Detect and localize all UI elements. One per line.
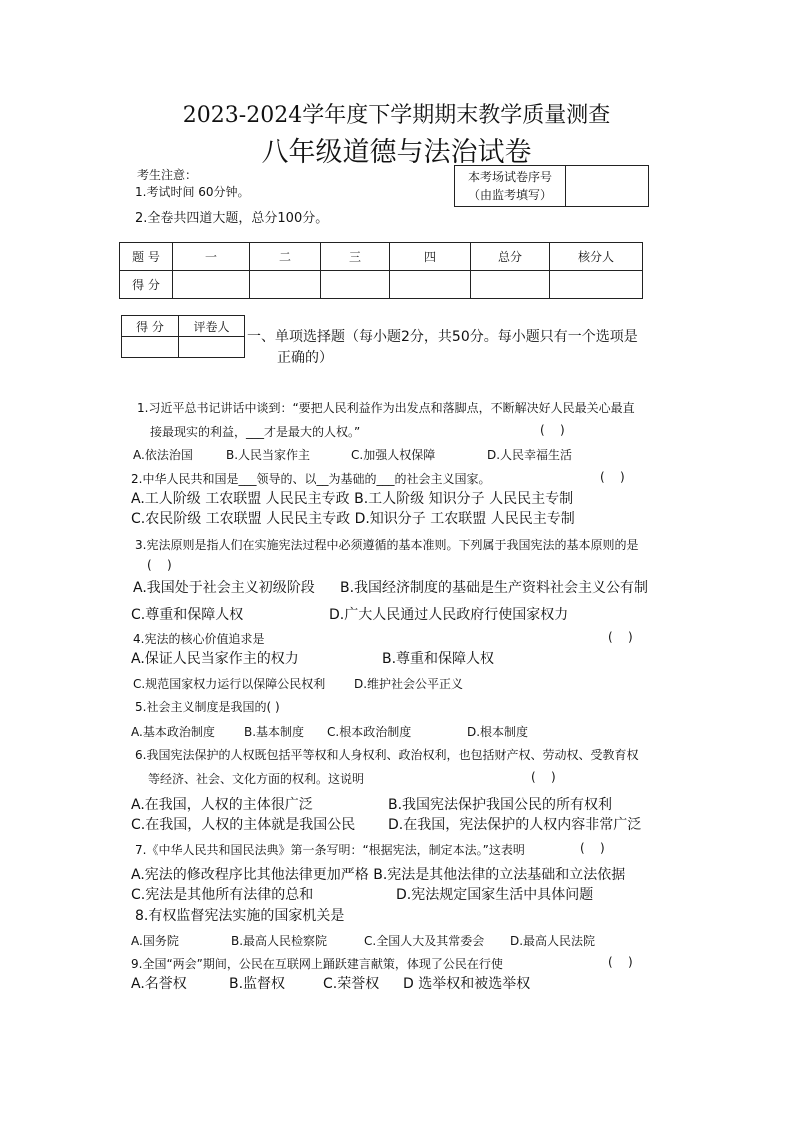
score-cell[interactable] xyxy=(250,271,321,299)
score-cell[interactable] xyxy=(390,271,471,299)
q9-option-a: A.名誉权 xyxy=(131,976,187,992)
grader-score-cell[interactable] xyxy=(122,337,179,358)
grader-box xyxy=(121,315,245,358)
q2-options-line1: A.工人阶级 工农联盟 人民民主专政 B.工人阶级 知识分子 人民民主专制 xyxy=(131,491,574,507)
q3-option-b: B.我国经济制度的基础是生产资料社会主义公有制 xyxy=(340,580,649,596)
q5-option-b: B.基本制度 xyxy=(244,725,305,739)
q6-option-b: B.我国宪法保护我国公民的所有权利 xyxy=(388,797,613,813)
score-cell[interactable] xyxy=(321,271,390,299)
q5-option-d: D.根本制度 xyxy=(467,725,529,739)
score-table-header: 题 号 xyxy=(120,243,173,271)
score-table-header: 四 xyxy=(390,243,471,271)
exam-title-line1: 2023-2024学年度下学期期末教学质量测查 xyxy=(182,103,611,128)
q7-option-c: C.宪法是其他所有法律的总和 xyxy=(131,887,314,903)
q1-answer-paren[interactable]: ( ) xyxy=(540,423,565,437)
q4-option-b: B.尊重和保障人权 xyxy=(382,651,495,667)
q9-option-b: B.监督权 xyxy=(229,976,286,992)
q3-option-d: D.广大人民通过人民政府行使国家权力 xyxy=(329,607,569,623)
q6-option-d: D.在我国，宪法保护的人权内容非常广泛 xyxy=(388,817,642,833)
q4-stem: 4.宪法的核心价值追求是 xyxy=(133,632,265,646)
q7-stem: 7.《中华人民共和国民法典》第一条写明：“根据宪法，制定本法。”这表明 xyxy=(135,843,525,857)
q1-option-b: B.人民当家作主 xyxy=(226,448,311,462)
exam-code-label-line1: 本考场试卷序号 xyxy=(467,170,552,184)
q2-options-line2: C.农民阶级 工农联盟 人民民主专政 D.知识分子 工农联盟 人民民主专制 xyxy=(131,511,575,527)
q4-option-a: A.保证人民当家作主的权力 xyxy=(131,651,299,667)
notice-line-2: 2.全卷共四道大题，总分100分。 xyxy=(135,211,329,226)
score-cell[interactable] xyxy=(173,271,250,299)
score-table-header: 总分 xyxy=(471,243,550,271)
q8-option-a: A.国务院 xyxy=(131,934,179,948)
q8-option-b: B.最高人民检察院 xyxy=(231,934,328,948)
q6-stem-line1: 6.我国宪法保护的人权既包括平等权和人身权利、政治权利，也包括财产权、劳动权、受教育权 xyxy=(135,748,639,762)
q5-option-a: A.基本政治制度 xyxy=(131,725,215,739)
q6-answer-paren[interactable]: ( ) xyxy=(531,770,556,784)
q3-option-a: A.我国处于社会主义初级阶段 xyxy=(133,580,315,596)
exam-code-label xyxy=(455,166,566,207)
score-table-header-row xyxy=(120,243,643,271)
q5-option-c: C.根本政治制度 xyxy=(327,725,412,739)
q3-answer-paren[interactable]: ( ) xyxy=(147,558,172,572)
q3-stem: 3.宪法原则是指人们在实施宪法过程中必须遵循的基本准则。下列属于我国宪法的基本原则的是 xyxy=(135,538,639,552)
score-table-header: 一 xyxy=(173,243,250,271)
q9-option-d: D 选举权和被选举权 xyxy=(403,976,531,992)
q5-stem: 5.社会主义制度是我国的( ) xyxy=(135,700,280,714)
notice-heading: 考生注意： xyxy=(137,168,198,182)
q6-option-c: C.在我国，人权的主体就是我国公民 xyxy=(131,817,356,833)
q9-answer-paren[interactable]: ( ) xyxy=(608,955,633,969)
q2-answer-paren[interactable]: ( ) xyxy=(600,470,625,484)
q1-option-a: A.依法治国 xyxy=(133,448,193,462)
q3-option-c: C.尊重和保障人权 xyxy=(131,607,244,623)
grader-score-label: 得 分 xyxy=(122,316,179,337)
q1-stem-line2: 接最现实的利益，___才是最大的人权。” xyxy=(150,425,361,439)
exam-code-field[interactable] xyxy=(566,166,649,207)
grader-name-cell[interactable] xyxy=(179,337,245,358)
score-table-header: 三 xyxy=(321,243,390,271)
exam-code-box xyxy=(454,165,649,207)
score-row-label: 得 分 xyxy=(120,271,173,299)
q7-answer-paren[interactable]: ( ) xyxy=(580,841,605,855)
q6-stem-line2: 等经济、社会、文化方面的权利。这说明 xyxy=(148,772,365,786)
q8-option-d: D.最高人民法院 xyxy=(510,934,596,948)
q1-option-d: D.人民幸福生活 xyxy=(487,448,573,462)
section1-heading-cont: 正确的） xyxy=(277,350,333,366)
q9-stem: 9.全国“两会”期间，公民在互联网上踊跃建言献策，体现了公民在行使 xyxy=(131,957,503,971)
grader-label: 评卷人 xyxy=(179,316,245,337)
score-cell[interactable] xyxy=(550,271,643,299)
q8-stem: 8.有权监督宪法实施的国家机关是 xyxy=(135,908,345,924)
q1-option-c: C.加强人权保障 xyxy=(351,448,436,462)
score-table xyxy=(119,242,643,299)
score-table-header: 核分人 xyxy=(550,243,643,271)
q4-option-d: D.维护社会公平正义 xyxy=(354,677,464,691)
exam-title-line2: 八年级道德与法治试卷 xyxy=(261,137,532,168)
q4-answer-paren[interactable]: ( ) xyxy=(608,630,633,644)
score-cell[interactable] xyxy=(471,271,550,299)
notice-line-1: 1.考试时间 60分钟。 xyxy=(135,185,250,199)
q7-options-line1: A.宪法的修改程序比其他法律更加严格 B.宪法是其他法律的立法基础和立法依据 xyxy=(131,867,626,883)
q8-option-c: C.全国人大及其常委会 xyxy=(364,934,485,948)
q9-option-c: C.荣誉权 xyxy=(323,976,380,992)
score-table-header: 二 xyxy=(250,243,321,271)
q6-option-a: A.在我国，人权的主体很广泛 xyxy=(131,797,313,813)
score-table-score-row xyxy=(120,271,643,299)
exam-code-label-line2: （由监考填写） xyxy=(467,188,552,202)
q7-option-d: D.宪法规定国家生活中具体问题 xyxy=(396,887,594,903)
q4-option-c: C.规范国家权力运行以保障公民权利 xyxy=(133,677,326,691)
section1-heading: 一、单项选择题（每小题2分，共50分。每小题只有一个选项是 xyxy=(247,329,638,345)
q2-stem: 2.中华人民共和国是___领导的、以__为基础的___的社会主义国家。 xyxy=(131,472,491,486)
q1-stem-line1: 1.习近平总书记讲话中谈到：“要把人民利益作为出发点和落脚点，不断解决好人民最关心最直 xyxy=(137,401,635,415)
